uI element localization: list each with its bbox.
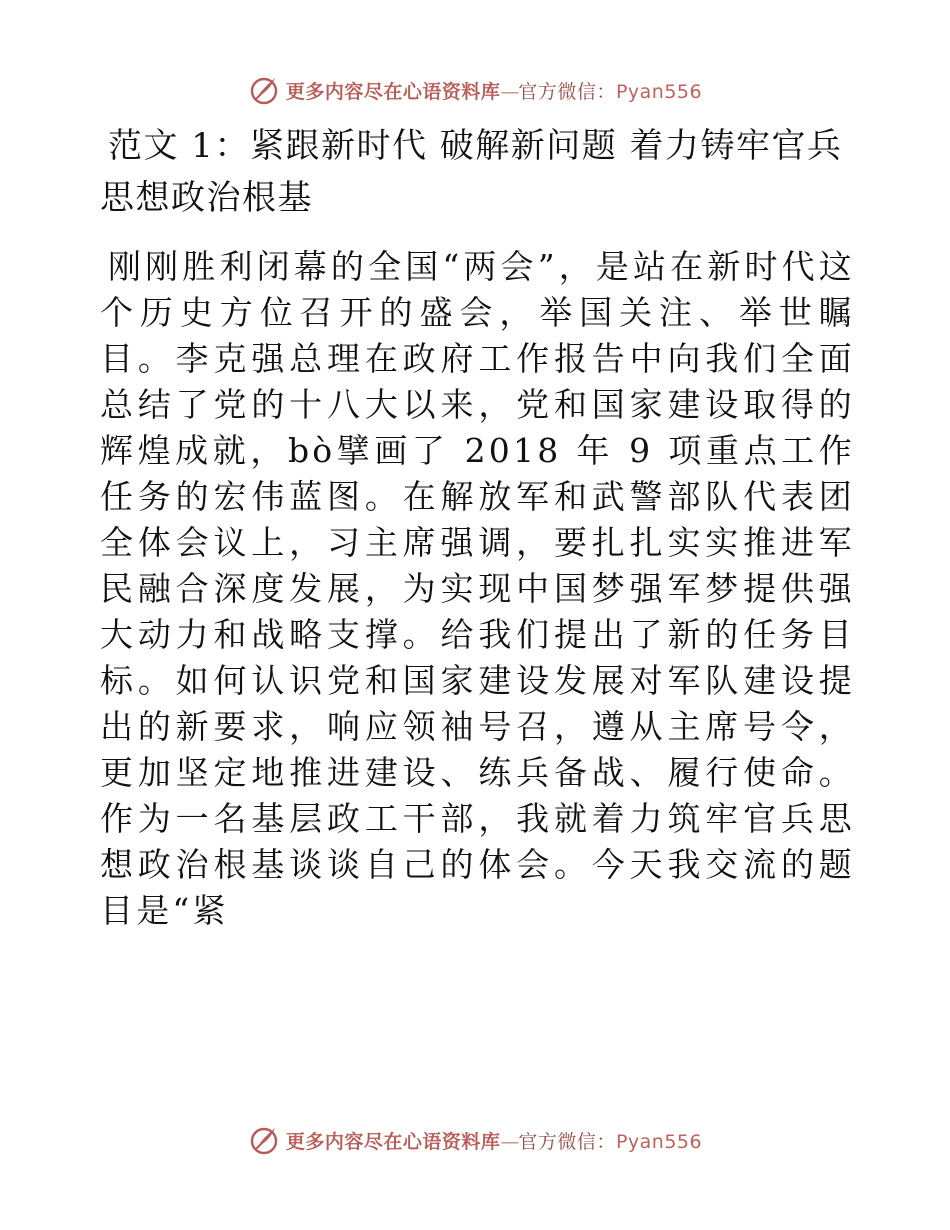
document-body: 刚刚胜利闭幕的全国“两会”，是站在新时代这个历史方位召开的盛会，举国关注、举世瞩目。李克强总理在政府工作报告中向我们全面总结了党的十八大以来，党和国家建设取得的辉煌成就，bò擘画了 2018 年 9 项重点工作任务的宏伟蓝图。在解放军和武警部队代表团全体会议上，习主席强调，要扎扎实实推进军民融合深度发展，为实现中国梦强军梦提供强大动力和战略支撑。给我们提出了新的任务目标。如何认识党和国家建设发展对军队建设提出的新要求，响应领袖号召，遵从主席号令，更加坚定地推进建设、练兵备战、履行使命。作为一名基层政工干部，我就着力筑牢官兵思想政治根基谈谈自己的体会。今天我交流的题目是“紧: [100, 247, 855, 930]
watermark-separator: —: [500, 1130, 519, 1153]
watermark-site-text: 更多内容尽在心语资料库: [285, 80, 501, 103]
document-title: 范文 1：紧跟新时代 破解新问题 着力铸牢官兵思想政治根基: [100, 126, 843, 218]
quill-heart-logo-icon: [248, 1124, 280, 1156]
watermark-text: [286, 77, 702, 104]
header-watermark: [0, 70, 950, 110]
watermark-handle: Pyan556: [615, 80, 703, 103]
quill-heart-logo-icon: [248, 74, 280, 106]
footer-watermark: [0, 1120, 950, 1160]
watermark-official-label: 官方微信：: [518, 80, 616, 103]
watermark-site-text: 更多内容尽在心语资料库: [285, 1130, 501, 1153]
watermark-official-label: 官方微信：: [518, 1130, 616, 1153]
document-content: [100, 120, 855, 934]
watermark-text: [286, 1127, 702, 1154]
watermark-handle: Pyan556: [615, 1130, 703, 1153]
watermark-separator: —: [500, 80, 519, 103]
